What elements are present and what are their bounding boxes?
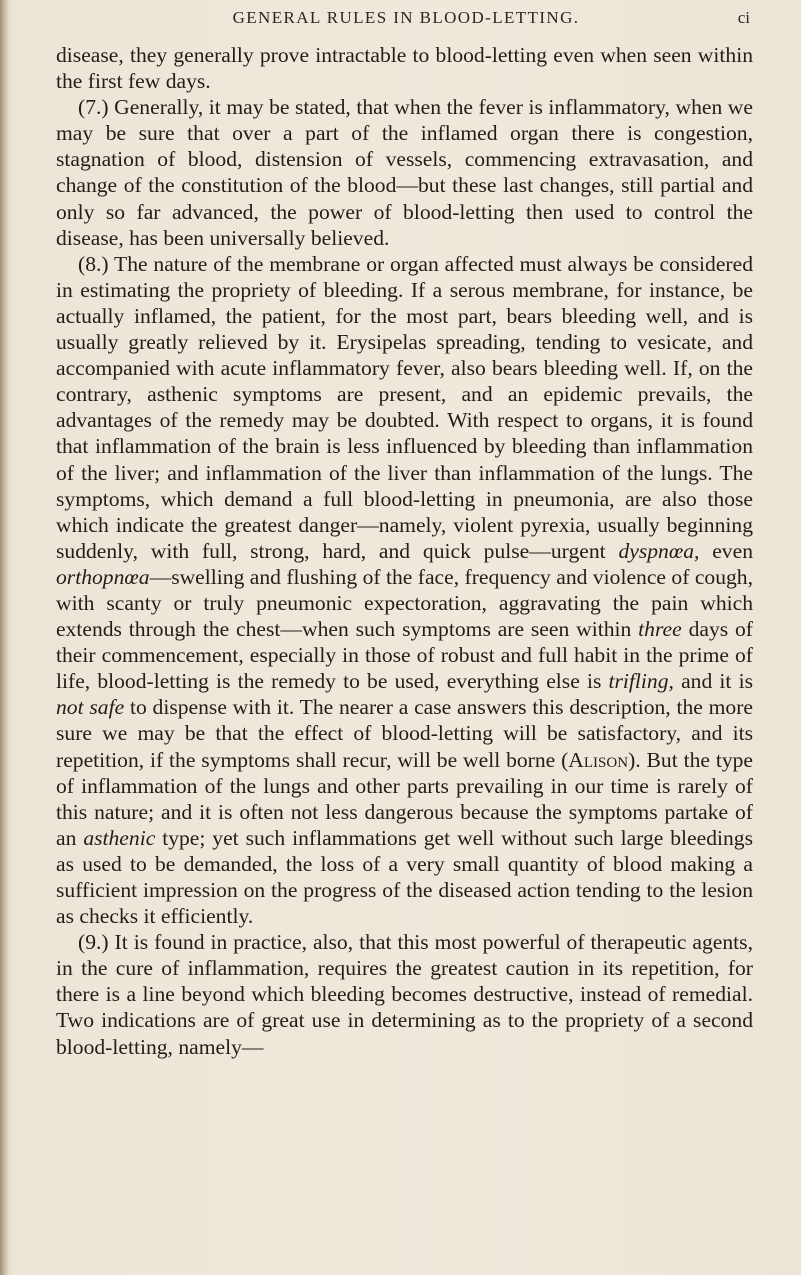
paragraph-intro: disease, they generally prove intractable to blood-letting even when seen within the first few days. <box>56 43 753 94</box>
italic-term-not-safe: not safe <box>56 695 125 720</box>
paragraph-9: (9.) It is found in practice, also, that this most powerful of therapeutic agents, in the cure of inflammation, requires the greatest caution in its repetition, for there is a line beyond which bleeding becomes destructive, instead of remedial. Two indications are of great use in determining as to the propriety of a second blood-letting, namely— <box>56 930 753 1059</box>
italic-term-trifling: trifling, <box>608 669 674 694</box>
author-citation: Alison <box>568 747 629 772</box>
text-run: type; yet such inflammations get well without such large bleedings as used to be demanded, the loss of a very small quantity of blood making a sufficient impression on the progress of the diseased action tending to the lesion as checks it efficiently. <box>56 825 754 929</box>
italic-term-orthopnoea: orthopnœa <box>56 564 150 589</box>
page-gutter-shadow <box>0 0 9 1275</box>
text-run: —swelling and flushing of the face, frequency and violence of cough, with scanty or truly pneumonic expectoration, aggravating the pain which extends through the chest—when such symptoms are seen within <box>56 564 753 642</box>
paragraph-7: (7.) Generally, it may be stated, that when the fever is inflammatory, when we may be sure that over a part of the inflamed organ there is congestion, stagnation of blood, distension of vessels, commencing extravasation, and change of the constitution of the blood—but these last changes, still partial and only so far advanced, the power of blood-letting then used to control the disease, has been universally believed. <box>56 95 753 250</box>
italic-term-three: three <box>638 617 682 642</box>
italic-term-asthenic: asthenic <box>83 825 156 850</box>
text-run: days of their commencement, especially in those of robust and full habit in the prime of life, blood-letting is the remedy to be used, everything else is <box>56 617 753 694</box>
paragraph-8 <box>56 251 753 929</box>
text-run: even <box>699 538 753 563</box>
page-header <box>56 8 756 38</box>
body-text <box>56 42 753 1060</box>
text-run: and it is <box>673 669 753 694</box>
running-title: GENERAL RULES IN BLOOD-LETTING. <box>232 8 580 27</box>
italic-term-dyspnoea: dyspnœa, <box>618 538 700 563</box>
text-run: ). But the type of inflammation of the lungs and other parts prevailing in our time is rarely of this nature; and it is often not less dangerous because the symptoms partake of an <box>56 747 753 850</box>
text-run: to dispense with it. The nearer a case answers this description, the more sure we may be that the effect of blood-letting will be satisfactory, and its repetition, if the symptoms shall recur, will be well borne ( <box>56 695 753 772</box>
page-number: ci <box>737 8 750 27</box>
text-run: (8.) The nature of the membrane or organ affected must always be considered in estimating the propriety of bleeding. If a serous membrane, for instance, be actually inflamed, the patient, for the most part, bears bleeding well, and is usually greatly relieved by it. Erysipelas spreading, tending to vesicate, and accompanied with acute inflammatory fever, also bears bleeding well. If, on the contrary, asthenic symptoms are present, and an epidemic prevails, the advantages of the remedy may be doubted. With respect to organs, it is found that inflammation of the brain is less influenced by bleeding than inflammation of the liver; and inflammation of the liver than inflammation of the lungs. The symptoms, which demand a full blood-letting in pneumonia, are also those which indicate the greatest danger—namely, violent pyrexia, usually beginning suddenly, with full, strong, hard, and quick pulse—urgent <box>56 251 753 563</box>
